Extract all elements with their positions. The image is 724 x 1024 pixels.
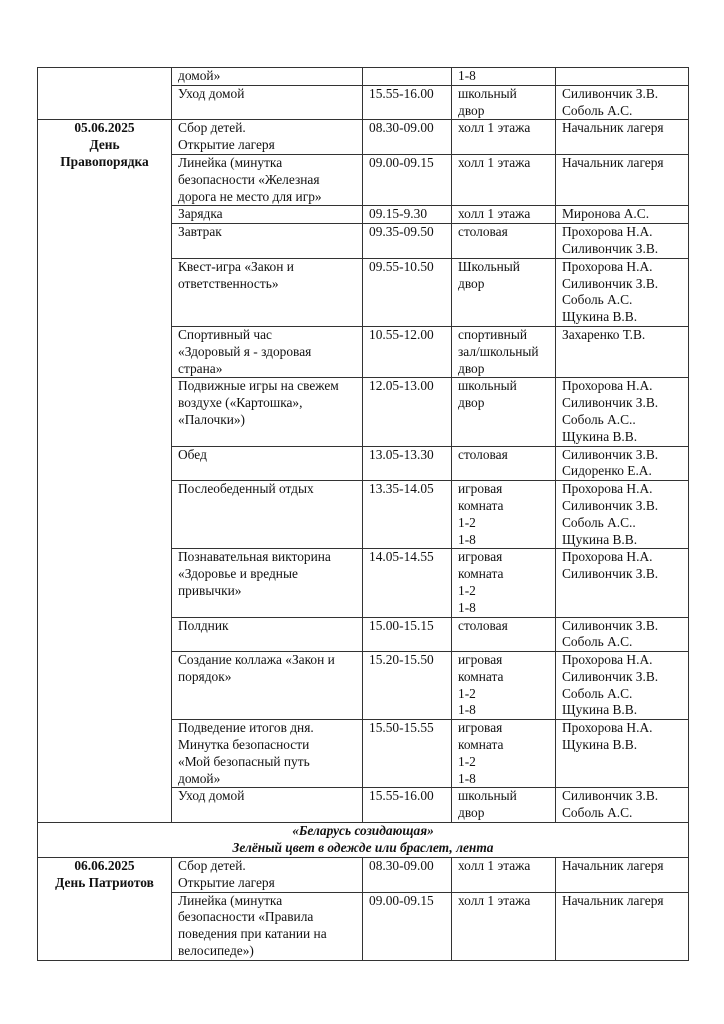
staff-cell: Начальник лагеря xyxy=(556,154,689,205)
time-cell: 09.55-10.50 xyxy=(363,258,452,326)
event-cell: Подведение итогов дня. Минутка безопасности «Мой безопасный путь домой» xyxy=(172,720,363,788)
time-cell: 08.30-09.00 xyxy=(363,858,452,893)
event-cell: Завтрак xyxy=(172,224,363,259)
event-cell: Линейка (минутка безопасности «Железная дорога не место для игр» xyxy=(172,154,363,205)
schedule-table xyxy=(37,67,689,961)
day-label: 05.06.2025 День Правопорядка xyxy=(38,120,172,823)
staff-cell: Миронова А.С. xyxy=(556,206,689,224)
staff-cell: Прохорова Н.А. Силивончик З.В. Соболь А.С. Щукина В.В. xyxy=(556,258,689,326)
staff-cell: Прохорова Н.А. Силивончик З.В. xyxy=(556,549,689,617)
theme-banner: «Беларусь созидающая» Зелёный цвет в одежде или браслет, лента xyxy=(38,823,689,858)
time-cell: 09.35-09.50 xyxy=(363,224,452,259)
staff-cell: Силивончик З.В. Соболь А.С. xyxy=(556,85,689,120)
staff-cell: Прохорова Н.А. Силивончик З.В. xyxy=(556,224,689,259)
theme-banner-row xyxy=(38,823,689,858)
place-cell: холл 1 этажа xyxy=(452,892,556,960)
place-cell: 1-8 xyxy=(452,68,556,86)
event-cell: домой» xyxy=(172,68,363,86)
place-cell: холл 1 этажа xyxy=(452,206,556,224)
event-cell: Подвижные игры на свежем воздухе («Картошка», «Палочки») xyxy=(172,378,363,446)
place-cell: столовая xyxy=(452,617,556,652)
time-cell: 14.05-14.55 xyxy=(363,549,452,617)
event-cell: Квест-игра «Закон и ответственность» xyxy=(172,258,363,326)
time-cell: 15.55-16.00 xyxy=(363,788,452,823)
place-cell: столовая xyxy=(452,224,556,259)
time-cell: 15.50-15.55 xyxy=(363,720,452,788)
staff-cell: Начальник лагеря xyxy=(556,858,689,893)
place-cell: холл 1 этажа xyxy=(452,858,556,893)
staff-cell: Захаренко Т.В. xyxy=(556,326,689,377)
event-cell: Зарядка xyxy=(172,206,363,224)
time-cell: 09.00-09.15 xyxy=(363,154,452,205)
staff-cell: Силивончик З.В. Соболь А.С. xyxy=(556,788,689,823)
place-cell: спортивный зал/школьный двор xyxy=(452,326,556,377)
time-cell: 09.15-9.30 xyxy=(363,206,452,224)
place-cell: игровая комната 1-2 1-8 xyxy=(452,652,556,720)
schedule-row xyxy=(38,120,689,155)
event-cell: Спортивный час «Здоровый я - здоровая страна» xyxy=(172,326,363,377)
time-cell: 13.35-14.05 xyxy=(363,481,452,549)
day-label: 06.06.2025 День Патриотов xyxy=(38,858,172,961)
time-cell: 09.00-09.15 xyxy=(363,892,452,960)
time-cell: 08.30-09.00 xyxy=(363,120,452,155)
time-cell: 15.20-15.50 xyxy=(363,652,452,720)
staff-cell: Прохорова Н.А. Силивончик З.В. Соболь А.С.. Щукина В.В. xyxy=(556,481,689,549)
time-cell: 13.05-13.30 xyxy=(363,446,452,481)
staff-cell: Прохорова Н.А. Силивончик З.В. Соболь А.С.. Щукина В.В. xyxy=(556,378,689,446)
event-cell: Сбор детей. Открытие лагеря xyxy=(172,120,363,155)
event-cell: Уход домой xyxy=(172,85,363,120)
staff-cell xyxy=(556,68,689,86)
event-cell: Полдник xyxy=(172,617,363,652)
event-cell: Познавательная викторина «Здоровье и вредные привычки» xyxy=(172,549,363,617)
schedule-row xyxy=(38,858,689,893)
event-cell: Создание коллажа «Закон и порядок» xyxy=(172,652,363,720)
place-cell: столовая xyxy=(452,446,556,481)
event-cell: Сбор детей. Открытие лагеря xyxy=(172,858,363,893)
place-cell: Школьный двор xyxy=(452,258,556,326)
time-cell: 12.05-13.00 xyxy=(363,378,452,446)
day-label xyxy=(38,68,172,120)
place-cell: холл 1 этажа xyxy=(452,154,556,205)
event-cell: Послеобеденный отдых xyxy=(172,481,363,549)
staff-cell: Прохорова Н.А. Щукина В.В. xyxy=(556,720,689,788)
time-cell: 15.55-16.00 xyxy=(363,85,452,120)
time-cell: 15.00-15.15 xyxy=(363,617,452,652)
staff-cell: Прохорова Н.А. Силивончик З.В. Соболь А.С. Щукина В.В. xyxy=(556,652,689,720)
staff-cell: Силивончик З.В. Соболь А.С. xyxy=(556,617,689,652)
time-cell: 10.55-12.00 xyxy=(363,326,452,377)
staff-cell: Начальник лагеря xyxy=(556,892,689,960)
place-cell: игровая комната 1-2 1-8 xyxy=(452,720,556,788)
event-cell: Линейка (минутка безопасности «Правила поведения при катании на велосипеде») xyxy=(172,892,363,960)
place-cell: школьный двор xyxy=(452,85,556,120)
schedule-body xyxy=(38,68,689,961)
place-cell: школьный двор xyxy=(452,788,556,823)
place-cell: игровая комната 1-2 1-8 xyxy=(452,549,556,617)
event-cell: Обед xyxy=(172,446,363,481)
place-cell: игровая комната 1-2 1-8 xyxy=(452,481,556,549)
staff-cell: Силивончик З.В. Сидоренко Е.А. xyxy=(556,446,689,481)
event-cell: Уход домой xyxy=(172,788,363,823)
place-cell: холл 1 этажа xyxy=(452,120,556,155)
schedule-row xyxy=(38,68,689,86)
time-cell xyxy=(363,68,452,86)
staff-cell: Начальник лагеря xyxy=(556,120,689,155)
place-cell: школьный двор xyxy=(452,378,556,446)
